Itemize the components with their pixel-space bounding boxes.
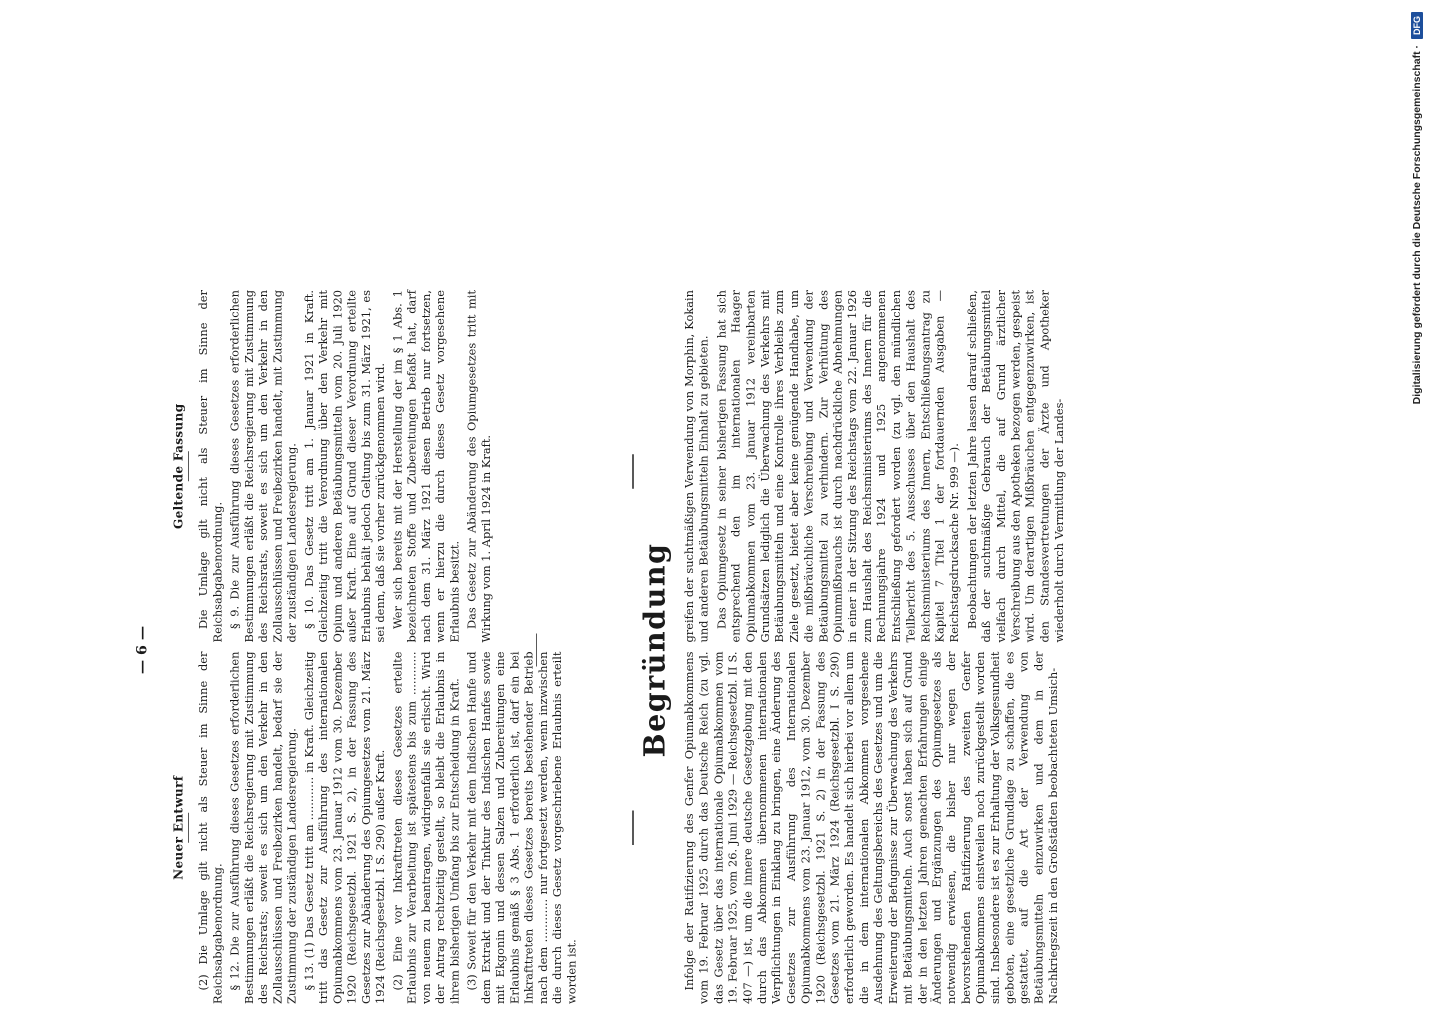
paragraph: Die Umlage gilt nicht als Steuer im Sinne der Reichsabgabenordnung.	[196, 290, 225, 643]
paragraph: § 12. Die zur Ausführung dieses Gesetzes erforderlichen Bestimmungen erläßt die Reichsregierung mit Zustimmung des Reichsrats; soweit es sich um den Verkehr in den Zollausschlüssen und Freibezirken handelt, bedarf sie der Zustimmung der zuständigen Landesregierung.	[228, 651, 299, 1004]
paragraph: § 13. (1) Das Gesetz tritt am ............ in Kraft. Gleichzeitig tritt das Gesetz zur Ausführung des internationalen Opiumabkommens vom 23. Januar 1912 vom 30. Dezember 1920 (Reichsgesetzbl. 1921 S. 2), in der Fassung des Gesetzes zur Abänderung des Opiumgesetzes vom 21. März 1924 (Reichsgesetzbl. I S. 290) außer Kraft.	[302, 651, 387, 1004]
paragraph: § 10. Das Gesetz tritt am 1. Januar 1921 in Kraft. Gleichzeitig tritt die Verordnung über den Verkehr mit Opium und anderen Betäubungsmitteln vom 20. Juli 1920 außer Kraft. Eine auf Grund dieser Verordnung erteilte Erlaubnis behält jedoch Geltung bis zum 31. März 1921, es sei denn, daß sie vorher zurückgenommen wird.	[302, 290, 387, 643]
document-sheet	[113, 275, 1088, 1025]
paragraph: § 9. Die zur Ausführung dieses Gesetzes erforderlichen Bestimmungen erläßt die Reichsregierung mit Zustimmung des Reichsrats, soweit es sich um den Verkehr in den Zollausschlüssen und Freibezirken handelt, mit Zustimmung der zuständigen Landesregierung.	[228, 290, 299, 643]
paragraph: greifen der suchtmäßigen Verwendung von Morphin, Kokain und anderen Betäubungsmitteln Einhalt zu gebieten.	[682, 290, 711, 643]
paragraph: (2) Die Umlage gilt nicht als Steuer im Sinne der Reichsabgabenordnung.	[196, 651, 225, 1004]
paragraph: Das Opiumgesetz in seiner bisherigen Fassung hat sich entsprechend den im internationalen Haager Opiumabkommen vom 23. Januar 1912 vereinbarten Grundsätzen lediglich die Überwachung des Verkehrs mit Betäubungsmitteln und eine Kontrolle ihres Verbleibs zum Ziele gesetzt, bietet aber keine genügende Handhabe, um die mißbräuchliche Verschreibung und Verwendung der Betäubungsmittel zu verhindern. Zur Verhütung des Opiummißbrauchs ist durch nachdrückliche Abnehmungen in einer in der Sitzung des Reichstags vom 22. Januar 1926 zum Haushalt des Reichsministeriums des Innern für die Rechnungsjahre 1924 und 1925 angenommenen Entschließung gefordert worden (zu vgl. den mündlichen Teilbericht des 5. Ausschusses über den Haushalt des Reichsministeriums des Innern, Entschließungsantrag zu Kapitel 7 Titel 1 der fortdauernden Ausgaben — Reichstagsdrucksache Nr. 999 —).	[714, 290, 961, 643]
credit-rotated-line	[1404, 0, 1430, 1000]
paragraph: Beobachtungen der letzten Jahre lassen darauf schließen, daß der suchtmäßige Gebrauch der Betäubungsmittel vielfach durch Mittel, die auf Grund ärztlicher Verschreibung aus den Apotheken bezogen werden, gespeist wird. Um derartigen Mißbräuchen entgegenzuwirken, ist den Standesvertretungen der Ärzte und Apotheker wiederholt durch Vermittlung der Landes-	[965, 290, 1066, 643]
section-rule	[632, 811, 634, 846]
scanned-page	[113, 275, 1088, 1025]
column-heading-current-version: Geltende Fassung	[171, 403, 186, 530]
paragraph: Infolge der Ratifizierung des Genfer Opiumabkommens vom 19. Februar 1925 durch das Deutsche Reich (zu vgl. das Gesetz über das internationale Opiumabkommen vom 19. Februar 1925, vom 26. Juni 1929 — Reichsgesetzbl. II S. 407 —) ist, um die innere deutsche Gesetzgebung mit den durch das Abkommen übernommenen internationalen Verpflichtungen in Einklang zu bringen, eine Änderung des Gesetzes zur Ausführung des Internationalen Opiumabkommens vom 23. Januar 1912, vom 30. Dezember 1920 (Reichsgesetzbl. 1921 S. 2) in der Fassung des Gesetzes vom 21. März 1924 (Reichsgesetzbl. I S. 290) erforderlich geworden. Es handelt sich hierbei vor allem um die in dem internationalen Abkommen vorgesehene Ausdehnung des Geltungsbereichs des Gesetzes und um die Erweiterung der Befugnisse zur Überwachung des Verkehrs mit Betäubungsmitteln. Auch sonst haben sich auf Grund der in den letzten Jahren gemachten Erfahrungen einige Änderungen und Ergänzungen des Opiumgesetzes als notwendig erwiesen, die bisher nur wegen der bevorstehenden Ratifizierung des zweiten Genfer Opiumabkommens einstweilen noch zurückgestellt worden sind. Insbesondere ist es zur Erhaltung der Volksgesundheit geboten, eine gesetzliche Grundlage zu schaffen, die es gestattet, auf die Art der Verwendung von Betäubungsmitteln einzuwirken und dem in der Nachkriegszeit in den Großstädten beobachteten Umsich-	[682, 651, 1060, 1004]
paragraph: Das Gesetz zur Abänderung des Opiumgesetzes tritt mit Wirkung vom 1. April 1924 in Kraft.	[465, 290, 493, 643]
rationale-column-left	[683, 652, 1064, 1005]
rationale-column-right	[683, 290, 1070, 643]
column-divider	[536, 634, 537, 667]
paragraph: (3) Soweit für den Verkehr mit dem Indischen Hanfe und dem Extrakt und der Tinktur des Indischen Hanfes sowie mit Ekgonin und dessen Salzen und Zubereitungen eine Erlaubnis gemäß § 3 Abs. 1 erforderlich ist, darf ein bei Inkrafttreten dieses Gesetzes bereits bestehender Betrieb nach dem ............ nur fortgesetzt werden, wenn inzwischen die durch dieses Gesetz vorgeschriebene Erlaubnis erteilt worden ist.	[465, 651, 579, 1004]
section-title: Begründung	[637, 542, 672, 758]
heading-rule	[188, 813, 189, 843]
paragraph: (2) Eine vor Inkrafttreten dieses Gesetzes erteilte Erlaubnis zur Verarbeitung ist spätestens bis zum ............ von neuem zu beantragen, widrigenfalls sie erlischt. Wird der Antrag rechtzeitig gestellt, so bleibt die Erlaubnis in ihrem bisherigen Umfang bis zur Entscheidung in Kraft.	[390, 651, 462, 1004]
column-new-draft	[165, 652, 582, 1005]
page-number: — 6 —	[133, 625, 150, 675]
column-heading-new-draft: Neuer Entwurf	[171, 775, 186, 880]
dfg-logo: DFG	[1411, 12, 1423, 39]
heading-rule	[188, 451, 189, 481]
section-rule	[632, 454, 634, 489]
column-current-version	[165, 290, 497, 643]
digitization-credit	[1402, 0, 1432, 1000]
credit-text: Digitalisierung gefördert durch die Deutsche Forschungsgemeinschaft ·	[1411, 45, 1423, 405]
paragraph: Wer sich bereits mit der Herstellung der im § 1 Abs. 1 bezeichneten Stoffe und Zubereitungen befaßt hat, darf nach dem 31. März 1921 diesen Betrieb nur fortsetzen, wenn er hierzu die durch dieses Gesetz vorgesehene Erlaubnis besitzt.	[390, 290, 462, 643]
